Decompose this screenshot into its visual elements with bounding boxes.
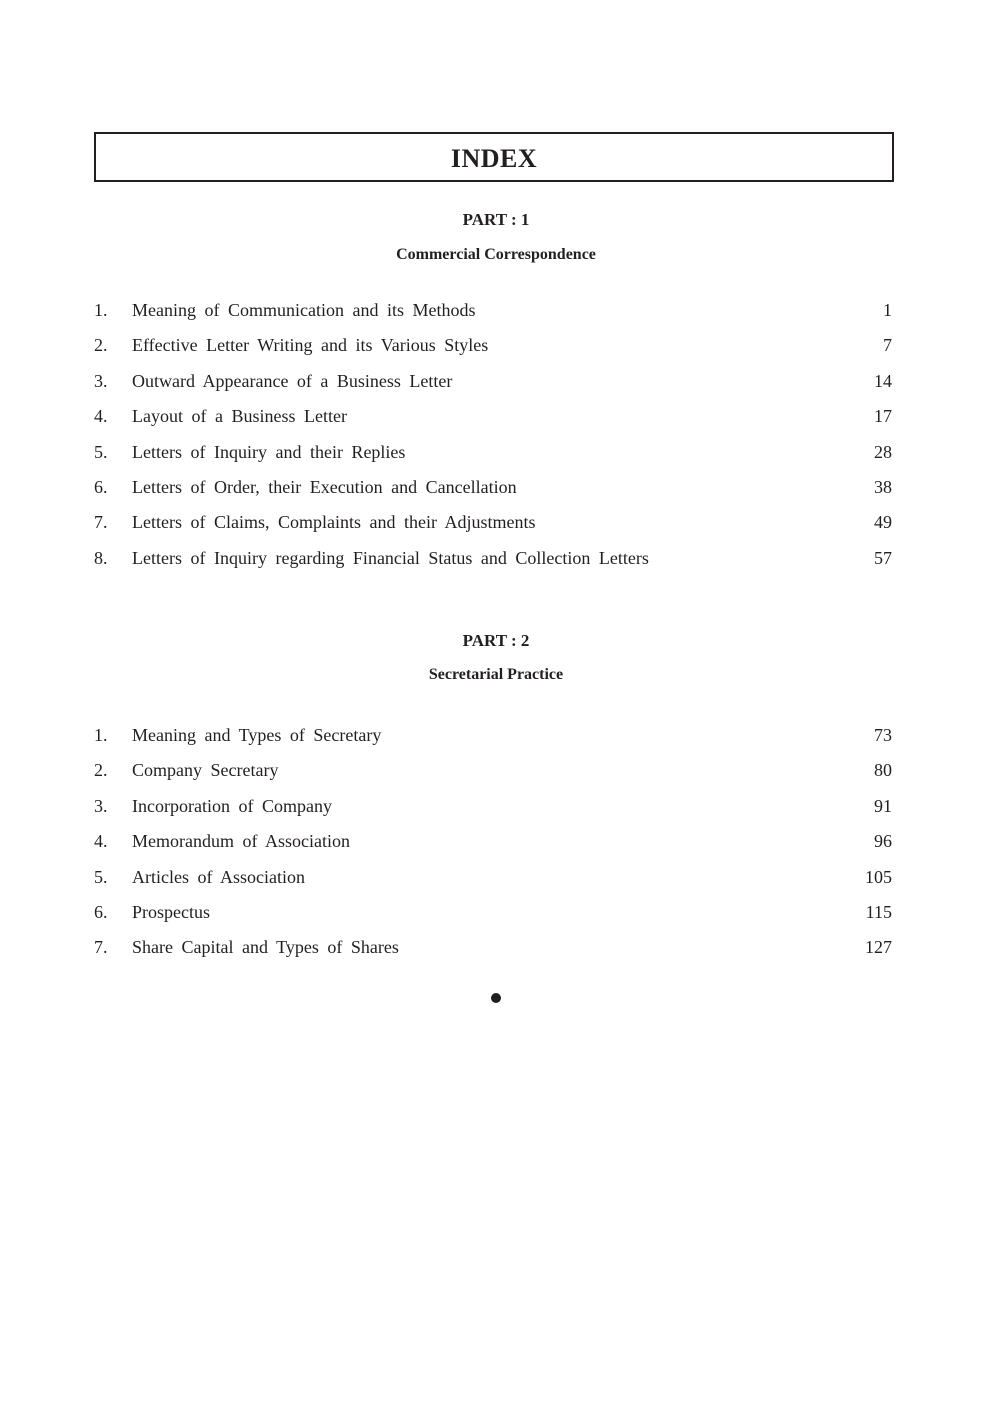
entry-number: 2. xyxy=(94,760,108,781)
toc-entry[interactable] xyxy=(94,299,894,334)
entry-title: Layout of a Business Letter xyxy=(132,406,347,427)
entry-page: 38 xyxy=(874,476,892,497)
entry-title: Meaning of Communication and its Methods xyxy=(132,300,476,320)
toc-entry[interactable] xyxy=(94,901,894,936)
toc-entry[interactable] xyxy=(94,830,894,865)
entry-page: 7 xyxy=(883,335,892,356)
entry-page: 57 xyxy=(874,547,892,568)
entry-title: Prospectus xyxy=(132,901,210,922)
part-1-toc-list xyxy=(94,299,894,582)
toc-entry[interactable] xyxy=(94,476,894,511)
toc-entry[interactable] xyxy=(94,759,894,794)
entry-number: 2. xyxy=(94,335,108,356)
entry-title: Letters of Inquiry and their Replies xyxy=(132,441,406,462)
entry-page: 91 xyxy=(874,795,892,816)
toc-entry[interactable] xyxy=(94,795,894,830)
entry-page: 73 xyxy=(874,725,892,745)
entry-number: 4. xyxy=(94,406,108,427)
entry-title: Outward Appearance of a Business Letter xyxy=(132,370,453,391)
toc-entry[interactable] xyxy=(94,936,894,971)
entry-number: 3. xyxy=(94,370,108,391)
entry-title: Company Secretary xyxy=(132,760,279,781)
toc-entry[interactable] xyxy=(94,511,894,546)
entry-number: 8. xyxy=(94,547,108,568)
entry-title: Memorandum of Association xyxy=(132,831,350,852)
index-heading-box xyxy=(94,132,894,182)
entry-title: Letters of Inquiry regarding Financial Status and Collection Letters xyxy=(132,547,649,568)
entry-title: Share Capital and Types of Shares xyxy=(132,937,399,958)
entry-title: Effective Letter Writing and its Various Styles xyxy=(132,335,489,356)
entry-number: 1. xyxy=(94,300,108,320)
entry-number: 1. xyxy=(94,725,108,745)
part-2-toc-list xyxy=(94,724,894,972)
toc-entry[interactable] xyxy=(94,370,894,405)
entry-page: 105 xyxy=(865,866,892,887)
entry-number: 3. xyxy=(94,795,108,816)
toc-entry[interactable] xyxy=(94,441,894,476)
end-bullet-icon xyxy=(491,993,501,1003)
entry-page: 49 xyxy=(874,512,892,533)
entry-page: 14 xyxy=(874,370,892,391)
part-2-label: PART : 2 xyxy=(462,631,530,650)
toc-entry[interactable] xyxy=(94,334,894,369)
toc-entry[interactable] xyxy=(94,405,894,440)
entry-number: 7. xyxy=(94,512,108,533)
entry-page: 28 xyxy=(874,441,892,462)
part-1-subtitle: Commercial Correspondence xyxy=(396,246,596,263)
toc-entry[interactable] xyxy=(94,547,894,582)
entry-title: Articles of Association xyxy=(132,866,305,887)
entry-number: 4. xyxy=(94,831,108,852)
part-1-label: PART : 1 xyxy=(462,210,530,229)
entry-number: 6. xyxy=(94,476,108,497)
entry-title: Meaning and Types of Secretary xyxy=(132,725,382,745)
entry-page: 1 xyxy=(883,300,892,320)
entry-title: Letters of Order, their Execution and Cancellation xyxy=(132,476,517,497)
entry-page: 115 xyxy=(865,901,892,922)
entry-number: 7. xyxy=(94,937,108,958)
entry-page: 127 xyxy=(865,937,892,958)
entry-title: Incorporation of Company xyxy=(132,795,332,816)
entry-title: Letters of Claims, Complaints and their Adjustments xyxy=(132,512,536,533)
page-title: INDEX xyxy=(450,144,538,173)
entry-page: 96 xyxy=(874,831,892,852)
part-2-subtitle: Secretarial Practice xyxy=(428,666,564,683)
entry-number: 5. xyxy=(94,441,108,462)
toc-entry[interactable] xyxy=(94,866,894,901)
toc-entry[interactable] xyxy=(94,724,894,759)
entry-number: 6. xyxy=(94,901,108,922)
entry-page: 80 xyxy=(874,760,892,781)
entry-page: 17 xyxy=(874,406,892,427)
entry-number: 5. xyxy=(94,866,108,887)
